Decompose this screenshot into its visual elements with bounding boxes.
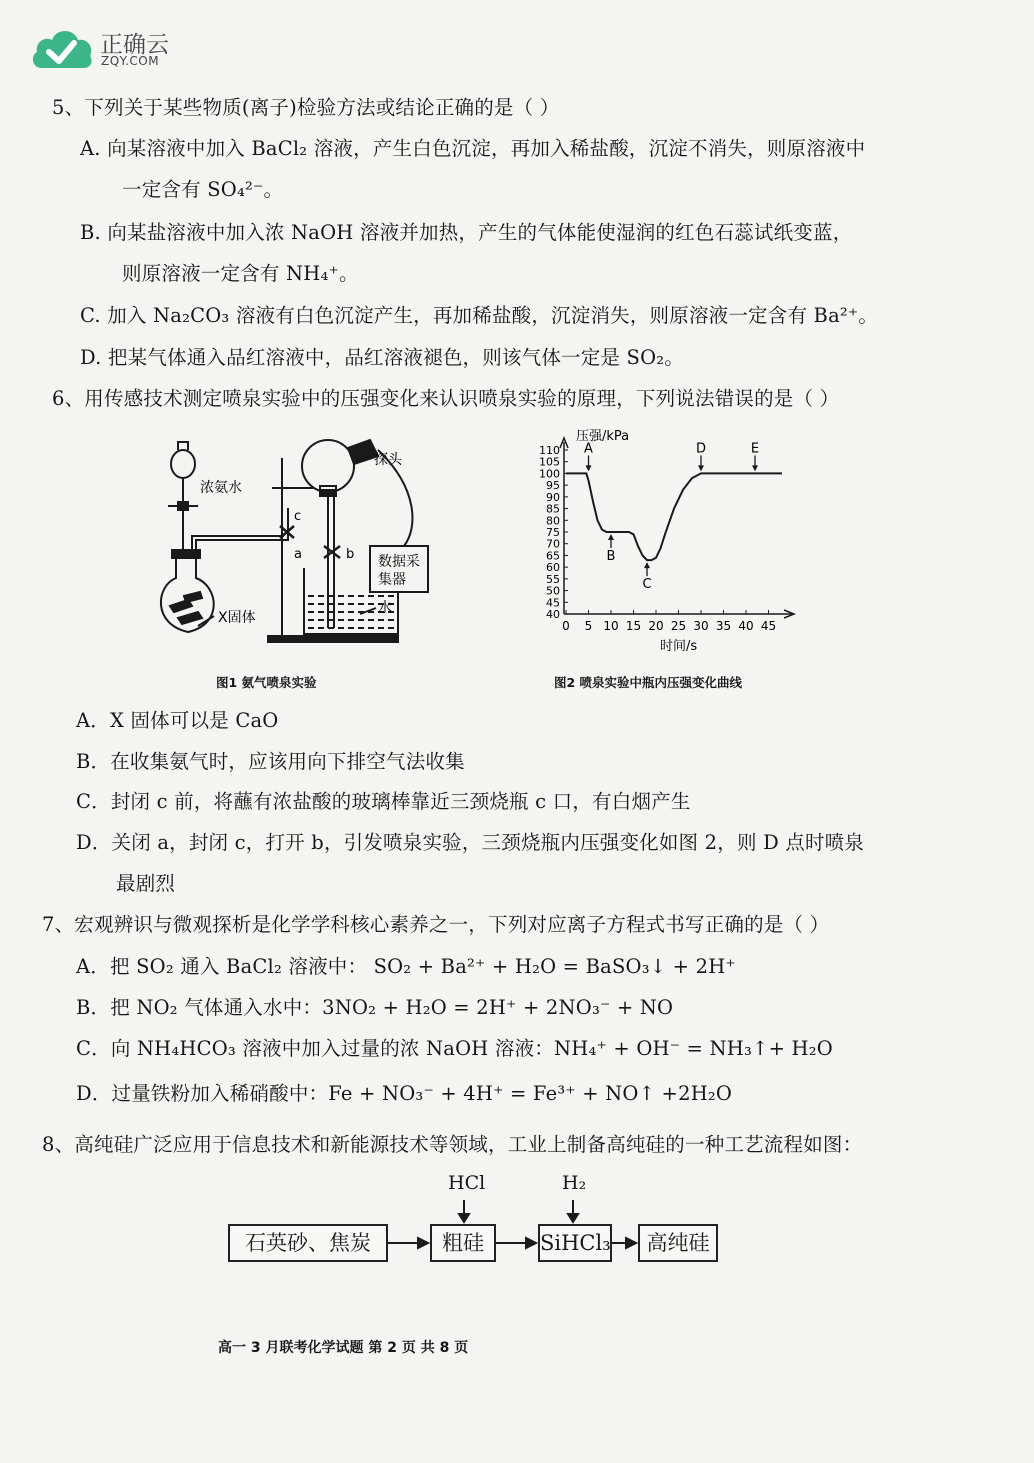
y-tick-label: 110	[539, 444, 560, 457]
figure2-caption: 图2 喷泉实验中瓶内压强变化曲线	[554, 675, 743, 690]
label-collector-1: 数据采	[378, 554, 420, 570]
q5-option-a-line1: A. 向某溶液中加入 BaCl₂ 溶液，产生白色沉淀，再加入稀盐酸，沉淀不消失，则原溶液中	[80, 137, 866, 160]
label-collector-2: 集器	[378, 572, 406, 588]
y-tick-label: 80	[546, 514, 560, 528]
x-tick-label: 30	[693, 619, 709, 633]
label-x-solid: X固体	[218, 610, 256, 626]
x-tick-label: 5	[584, 619, 593, 633]
y-tick-label: 45	[546, 596, 560, 610]
svg-text:B: B	[606, 549, 616, 564]
svg-text:D: D	[695, 441, 707, 457]
q7-option-a: A．把 SO₂ 通入 BaCl₂ 溶液中： SO₂ + Ba²⁺ + H₂O = BaSO₃↓ + 2H⁺	[76, 955, 736, 978]
svg-text:E: E	[750, 441, 760, 457]
process-flow-diagram	[226, 1168, 726, 1268]
flow-box-quartz-coke: 石英砂、焦炭	[228, 1224, 388, 1262]
q7-stem: 7、宏观辨识与微观探析是化学学科核心素养之一，下列对应离子方程式书写正确的是（ ）	[42, 913, 830, 936]
x-tick-label: 40	[738, 619, 754, 633]
brand-url: ZQY.COM	[101, 54, 160, 68]
reagent-hcl: HCl	[448, 1172, 486, 1194]
pressure-chart	[530, 428, 800, 654]
point-annotation-c	[642, 562, 651, 592]
pressure-curve	[566, 473, 782, 560]
x-tick-label: 10	[603, 619, 619, 633]
q6-option-b: B．在收集氨气时，应该用向下排空气法收集	[76, 750, 465, 773]
q6-option-d-line2: 最剧烈	[116, 872, 176, 895]
q6-option-c: C．封闭 c 前，将蘸有浓盐酸的玻璃棒靠近三颈烧瓶 c 口，有白烟产生	[76, 790, 691, 813]
y-tick-label: 95	[546, 479, 560, 493]
point-annotation-d	[696, 441, 706, 471]
brand-name: 正确云	[100, 32, 169, 58]
y-tick-label: 70	[546, 537, 560, 551]
point-annotation-a	[584, 441, 593, 471]
label-b: b	[346, 547, 355, 562]
q7-option-c: C．向 NH₄HCO₃ 溶液中加入过量的浓 NaOH 溶液：NH₄⁺ + OH⁻ = NH₃↑+ H₂O	[76, 1037, 833, 1060]
q5-option-b-line1: B. 向某盐溶液中加入浓 NaOH 溶液并加热，产生的气体能使湿润的红色石蕊试纸变蓝，	[80, 221, 853, 244]
x-tick-label: 15	[625, 619, 642, 633]
x-tick-label: 0	[562, 619, 570, 633]
q5-option-c: C. 加入 Na₂CO₃ 溶液有白色沉淀产生，再加稀盐酸，沉淀消失，则原溶液一定含有 Ba²⁺。	[80, 304, 879, 327]
q6-option-a: A．X 固体可以是 CaO	[76, 709, 279, 732]
label-ammonia: 浓氨水	[200, 480, 242, 496]
label-a: a	[294, 547, 302, 562]
y-tick-label: 105	[539, 455, 560, 469]
x-tick-label: 45	[760, 619, 777, 633]
y-tick-label: 85	[546, 502, 560, 516]
y-tick-label: 100	[539, 467, 560, 481]
cloud-check-icon	[28, 22, 96, 74]
y-tick-label: 75	[546, 526, 560, 539]
flow-box-sihcl3: SiHCl₃	[538, 1224, 612, 1262]
svg-text:A: A	[584, 441, 593, 457]
q5-option-d: D. 把某气体通入品红溶液中，品红溶液褪色，则该气体一定是 SO₂。	[80, 346, 684, 369]
fountain-apparatus-figure	[148, 428, 438, 656]
q7-option-b: B．把 NO₂ 气体通入水中：3NO₂ + H₂O = 2H⁺ + 2NO₃⁻ + NO	[76, 996, 674, 1019]
q5-option-b-line2: 则原溶液一定含有 NH₄⁺。	[122, 262, 359, 285]
chart-ylabel: 压强/kPa	[576, 429, 630, 444]
x-tick-label: 35	[715, 619, 732, 633]
point-annotation-e	[751, 441, 759, 471]
figure1-caption: 图1 氨气喷泉实验	[216, 675, 317, 690]
y-tick-label: 60	[546, 561, 560, 575]
q5-option-a-line2: 一定含有 SO₄²⁻。	[122, 178, 284, 201]
chart-xlabel: 时间/s	[660, 639, 698, 654]
y-tick-label: 50	[546, 584, 560, 598]
q6-option-d-line1: D．关闭 a，封闭 c，打开 b，引发喷泉实验，三颈烧瓶内压强变化如图 2，则 D 点时喷泉	[76, 831, 865, 854]
reagent-h2: H₂	[562, 1172, 587, 1194]
y-tick-label: 90	[546, 490, 560, 504]
label-water: 水	[378, 600, 392, 616]
label-probe: 探头	[374, 452, 402, 468]
point-annotation-b	[607, 534, 616, 564]
q8-stem: 8、高纯硅广泛应用于信息技术和新能源技术等领域，工业上制备高纯硅的一种工艺流程如图：	[42, 1133, 863, 1156]
flow-box-pure-silicon: 高纯硅	[638, 1224, 718, 1262]
brand-logo	[28, 22, 188, 76]
q5-stem: 5、下列关于某些物质(离子)检验方法或结论正确的是（ ）	[52, 96, 560, 119]
page-footer: 高一 3 月联考化学试题 第 2 页 共 8 页	[218, 1340, 469, 1356]
flow-box-crude-silicon: 粗硅	[430, 1224, 496, 1262]
x-tick-label: 20	[648, 619, 664, 633]
q6-stem: 6、用传感技术测定喷泉实验中的压强变化来认识喷泉实验的原理，下列说法错误的是（ ）	[52, 387, 840, 410]
y-tick-label: 55	[546, 572, 560, 586]
svg-text:C: C	[642, 577, 652, 593]
label-c: c	[294, 509, 302, 524]
x-tick-label: 25	[670, 619, 687, 633]
y-tick-label: 40	[546, 608, 560, 621]
q7-option-d: D．过量铁粉加入稀硝酸中：Fe + NO₃⁻ + 4H⁺ = Fe³⁺ + NO↑ +2H₂O	[76, 1082, 733, 1105]
y-tick-label: 65	[546, 549, 560, 563]
